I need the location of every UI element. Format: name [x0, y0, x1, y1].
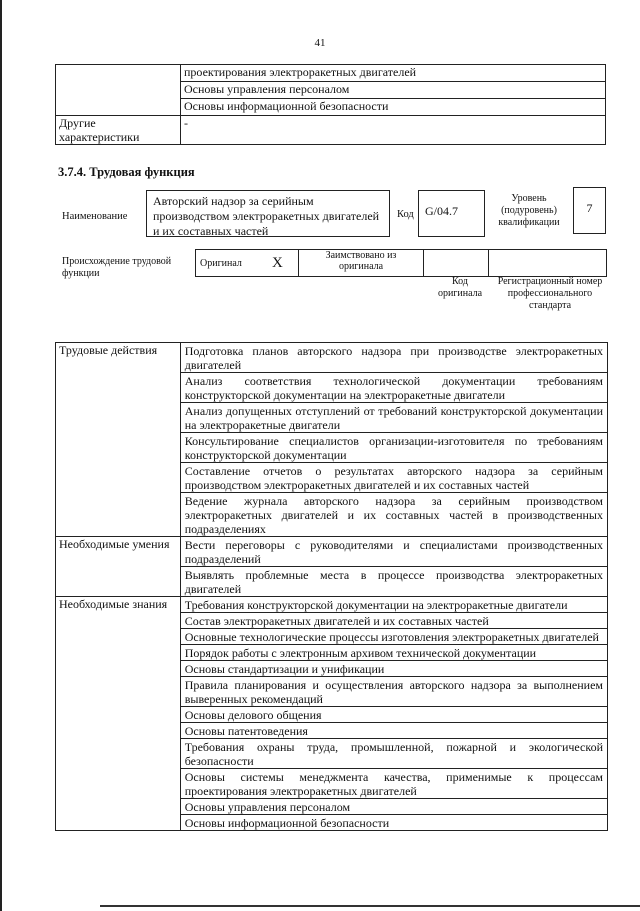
page-bottom-edge	[100, 905, 640, 907]
table-cell: Порядок работы с электронным архивом технической документации	[180, 645, 607, 661]
table-row	[56, 537, 608, 567]
main-table	[55, 342, 608, 831]
reg-number-cell	[489, 250, 607, 277]
level-label: Уровень (подуровень) квалификации	[498, 193, 560, 228]
table-row	[196, 250, 607, 277]
table-row	[56, 597, 608, 613]
section-title: 3.7.4. Трудовая функция	[58, 165, 195, 179]
table-cell	[56, 99, 181, 116]
top-table	[55, 64, 606, 145]
table-cell: Основы системы менеджмента качества, применимые к процессам проектирования электроракетных двигателей	[180, 769, 607, 799]
original-label: Оригинал	[196, 250, 269, 277]
other-characteristics-label: Другие характеристики	[56, 116, 181, 145]
origin-label: Происхождение трудовой функции	[62, 256, 172, 279]
section-title-actions: Трудовые действия	[56, 343, 181, 537]
table-cell: Основы делового общения	[180, 707, 607, 723]
borrowed-label: Заимствовано из оригинала	[299, 250, 424, 277]
other-characteristics-value: -	[181, 116, 606, 145]
table-cell: Анализ соответствия технологической документации требованиям конструкторской документации на электроракетные двигатели	[180, 373, 607, 403]
table-cell: Вести переговоры с руководителями и специалистами производственных подразделений	[180, 537, 607, 567]
code-value: G/04.7	[418, 190, 485, 237]
table-cell: Основы информационной безопасности	[181, 99, 606, 116]
table-cell	[56, 82, 181, 99]
table-row	[56, 65, 606, 82]
table-cell: Анализ допущенных отступлений от требований конструкторской документации на электроракетные двигатели	[180, 403, 607, 433]
table-cell: Составление отчетов о результатах авторского надзора за серийным производством электроракетных двигателей и их составных частей	[180, 463, 607, 493]
name-label: Наименование	[62, 211, 128, 222]
reg-number-label: Регистрационный номер профессионального стандарта	[497, 276, 603, 311]
table-cell: Ведение журнала авторского надзора за серийным производством электроракетных двигателей и их составных частей в производственных подразделениях	[180, 493, 607, 537]
level-value: 7	[573, 187, 606, 234]
table-cell: Основы стандартизации и унификации	[180, 661, 607, 677]
code-label: Код	[397, 209, 414, 220]
original-mark: X	[268, 250, 299, 277]
table-cell: Основные технологические процессы изготовления электроракетных двигателей	[180, 629, 607, 645]
table-cell: проектирования электроракетных двигателей	[181, 65, 606, 82]
table-cell: Основы управления персоналом	[180, 799, 607, 815]
table-cell: Основы управления персоналом	[181, 82, 606, 99]
page-number: 41	[314, 37, 326, 49]
code-original-label: Код оригинала	[437, 276, 483, 299]
table-cell: Консультирование специалистов организации-изготовителя по требованиям конструкторской документации	[180, 433, 607, 463]
table-cell: Требования охраны труда, промышленной, пожарной и экологической безопасности	[180, 739, 607, 769]
table-row	[56, 99, 606, 116]
code-original-cell	[424, 250, 489, 277]
table-cell: Подготовка планов авторского надзора при производстве электроракетных двигателей	[180, 343, 607, 373]
name-value: Авторский надзор за серийным производством электроракетных двигателей и их составных частей	[146, 190, 390, 237]
section-title-skills: Необходимые умения	[56, 537, 181, 597]
table-cell: Выявлять проблемные места в процессе производства электроракетных двигателей	[180, 567, 607, 597]
table-row	[56, 82, 606, 99]
page-left-edge	[0, 0, 2, 911]
origin-table	[195, 249, 607, 277]
table-cell: Основы патентоведения	[180, 723, 607, 739]
table-row	[56, 343, 608, 373]
table-cell	[56, 65, 181, 82]
table-row	[56, 116, 606, 145]
table-cell: Правила планирования и осуществления авторского надзора за выполнением выверенных рекомендаций	[180, 677, 607, 707]
table-cell: Состав электроракетных двигателей и их составных частей	[180, 613, 607, 629]
section-title-knowledge: Необходимые знания	[56, 597, 181, 831]
table-cell: Требования конструкторской документации на электроракетные двигатели	[180, 597, 607, 613]
table-cell: Основы информационной безопасности	[180, 815, 607, 831]
